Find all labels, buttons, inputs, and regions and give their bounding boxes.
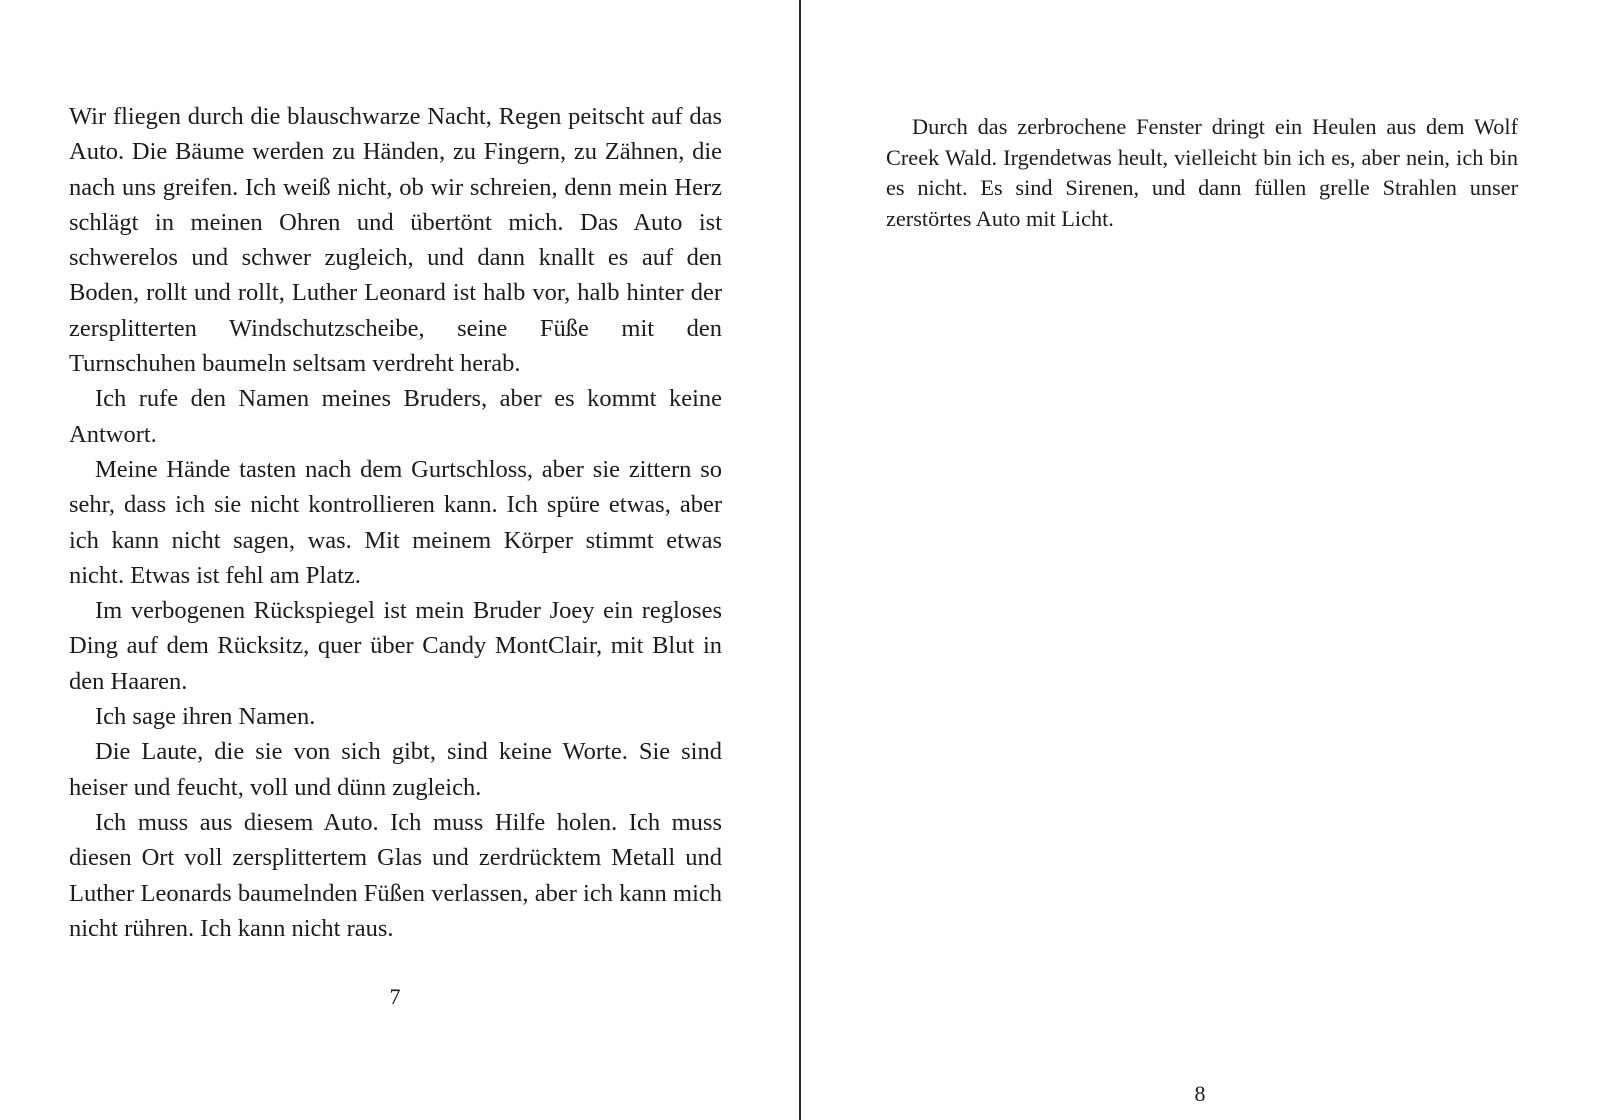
left-page — [0, 0, 799, 1120]
paragraph: Die Laute, die sie von sich gibt, sind keine Worte. Sie sind heiser und feucht, voll und dünn zugleich. — [69, 738, 722, 801]
paragraph: Durch das zerbrochene Fenster dringt ein Heulen aus dem Wolf Creek Wald. Irgendetwas heult, vielleicht bin ich es, aber nein, ich bin es nicht. Es sind Sirenen, und dann füllen grelle Strahlen unser zerstörtes Auto mit Licht. — [886, 114, 1518, 231]
right-page-text — [886, 112, 1518, 234]
paragraph: Ich sage ihren Namen. — [95, 703, 316, 731]
paragraph: Meine Hände tasten nach dem Gurtschloss, aber sie zittern so sehr, dass ich sie nicht kontrollieren kann. Ich spüre etwas, aber ich kann nicht sagen, was. Mit meinem Körper stimmt etwas nicht. Etwas ist fehl am Platz. — [69, 455, 722, 589]
page-number-right: 8 — [1194, 1081, 1206, 1106]
left-page-text — [69, 99, 722, 946]
paragraph: Im verbogenen Rückspiegel ist mein Bruder Joey ein regloses Ding auf dem Rücksitz, quer über Candy MontClair, mit Blut in den Haaren. — [69, 597, 722, 695]
page-number-left: 7 — [389, 984, 401, 1009]
paragraph: Ich rufe den Namen meines Bruders, aber es kommt keine Antwort. — [69, 385, 722, 448]
paragraph: Ich muss aus diesem Auto. Ich muss Hilfe holen. Ich muss diesen Ort voll zersplittertem Glas und zerdrücktem Metall und Luther Leonards baumelnden Füßen verlassen, aber ich kann mich nicht rühren. Ich kann nicht raus. — [69, 808, 722, 942]
paragraph: Wir fliegen durch die blauschwarze Nacht, Regen peitscht auf das Auto. Die Bäume werden zu Händen, zu Fingern, zu Zähnen, die nach uns greifen. Ich weiß nicht, ob wir schreien, denn mein Herz schlägt in meinen Ohren und übertönt mich. Das Auto ist schwerelos und schwer zugleich, und dann knallt es auf den Boden, rollt und rollt, Luther Leonard ist halb vor, halb hinter der zersplitterten Windschutzscheibe, seine Füße mit den Turnschuhen baumeln seltsam verdreht herab. — [69, 103, 722, 378]
